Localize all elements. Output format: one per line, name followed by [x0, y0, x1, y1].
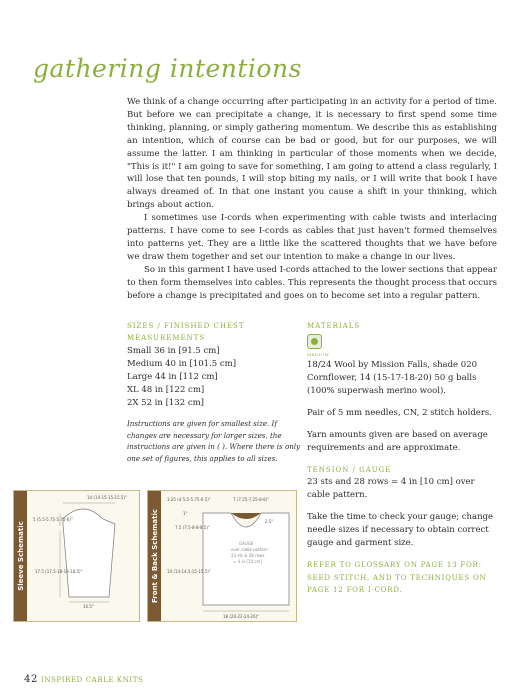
body-schematic-label: Front & Back Schematic	[150, 508, 159, 604]
intro-text	[127, 96, 497, 303]
body-hem-width: 18 (20-22-24-26)"	[223, 614, 260, 619]
measurements-heading: MEASUREMENTS	[127, 334, 206, 342]
size-item: XL 48 in [122 cm]	[127, 385, 205, 395]
body-schematic	[147, 490, 297, 622]
sleeve-cuff-width: 10.5"	[83, 604, 94, 609]
body-neck-width: 7 (7.25-7.25-8-8)"	[233, 497, 270, 502]
intro-paragraph: So in this garment I have used I-cords attached to the lower sections that appear to then form themselves into cables. This represents the thought process that occurs before a change is precipitated and goes on to become set into a regular pattern.	[127, 264, 497, 301]
body-gauge-label: 23 sts & 28 rows	[231, 553, 265, 558]
sleeve-length: 17.5 (17.5-18-18-18.5)"	[35, 569, 83, 574]
size-item: 2X 52 in [132 cm]	[127, 398, 204, 408]
yarn-weight-caption: MEDIUM	[307, 352, 330, 357]
gauge-check-text: Take the time to check your gauge; change needle sizes if necessary to obtain correct gauge and garment size.	[307, 512, 494, 548]
intro-paragraph: I sometimes use I-cords when experimenting with cable twists and interlacing patterns. I have come to see I-cords as cables that just haven't formed themselves into patterns yet. They are a little like the scattered thoughts that we have before we draw them together and set our intention to make a change in our lives.	[127, 213, 497, 262]
materials-section	[307, 320, 497, 597]
sleeve-schematic-tab	[14, 491, 27, 621]
sleeve-schematic-label: Sleeve Schematic	[16, 521, 25, 591]
glossary-reference: REFER TO GLOSSARY ON PAGE 13 FOR: SEED STITCH, AND TO TECHNIQUES ON PAGE 12 FOR I-CORD.	[307, 561, 487, 594]
sleeve-schematic	[13, 490, 140, 622]
sleeve-cap-height: 5 (5.5-5.75-5.75-6)"	[33, 517, 73, 522]
body-gauge-label: = 4 in [10 cm]	[233, 559, 262, 564]
yarn-weight-icon	[307, 334, 322, 349]
body-armhole: 7.5 (7.5-8-8-8.5)"	[175, 525, 210, 530]
needles-description: Pair of 5 mm needles, CN, 2 stitch holders.	[307, 408, 492, 418]
page-title: gathering intentions	[33, 54, 302, 83]
sizes-heading: SIZES / FINISHED CHEST	[127, 322, 245, 330]
body-length: 14 (14-14.5-15-15.5)"	[167, 569, 211, 574]
sizes-note: Instructions are given for smallest size. If changes are necessary for larger sizes, the instructions are given in ( ). Where there is only one set of figures, this applies to all sizes.	[127, 419, 301, 463]
page-number: 42	[24, 674, 38, 685]
book-title: INSPIRED CABLE KNITS	[40, 676, 144, 684]
materials-heading: MATERIALS	[307, 322, 361, 330]
size-item: Large 44 in [112 cm]	[127, 372, 218, 382]
body-gauge-label: GAUGE	[239, 541, 254, 546]
size-item: Medium 40 in [101.5 cm]	[127, 359, 237, 369]
sizes-section	[127, 320, 304, 464]
page-footer	[24, 674, 143, 685]
body-neck-drop: 2.5"	[265, 519, 274, 524]
body-gauge-label: over cable pattern	[231, 547, 268, 552]
body-drawing	[161, 491, 296, 621]
sleeve-drawing	[27, 491, 139, 621]
sleeve-top-width: 14 (14-15-15-15.5)"	[87, 495, 127, 500]
sizes-list	[127, 345, 304, 410]
yarn-description: 18/24 Wool by Mission Falls, shade 020 Cornflower, 14 (15-17-18-20) 50 g balls (100% superwash merino wool).	[307, 360, 478, 396]
body-schematic-tab	[148, 491, 161, 621]
size-item: Small 36 in [91.5 cm]	[127, 346, 220, 356]
yarn-note: Yarn amounts given are based on average requirements and are approximate.	[307, 430, 488, 453]
body-neck-depth: 1"	[183, 511, 188, 516]
intro-paragraph: We think of a change occurring after participating in an activity for a period of time. But before we can precipitate a change, it is necessary to first spend some time thinking, planning, or simply gathering momentum. We describe this as establishing an intention, which of course can be bad or good, but for our purposes, we will assume the latter. I am thinking in particular of those moments when we decide, "This is it!" I am going to save for something, I am going to attend a class regularly, I will lose that ten pounds, I will stop biting my nails, or I will write that book I have always dreamed of. In that one instant you cause a shift in your thinking, which brings about action.	[127, 97, 497, 211]
tension-heading: TENSION / GAUGE	[307, 466, 392, 474]
body-shoulder: 3.25 (4-5.5-5.75-6.5)"	[167, 497, 211, 502]
gauge-text: 23 sts and 28 rows = 4 in [10 cm] over cable pattern.	[307, 477, 475, 500]
